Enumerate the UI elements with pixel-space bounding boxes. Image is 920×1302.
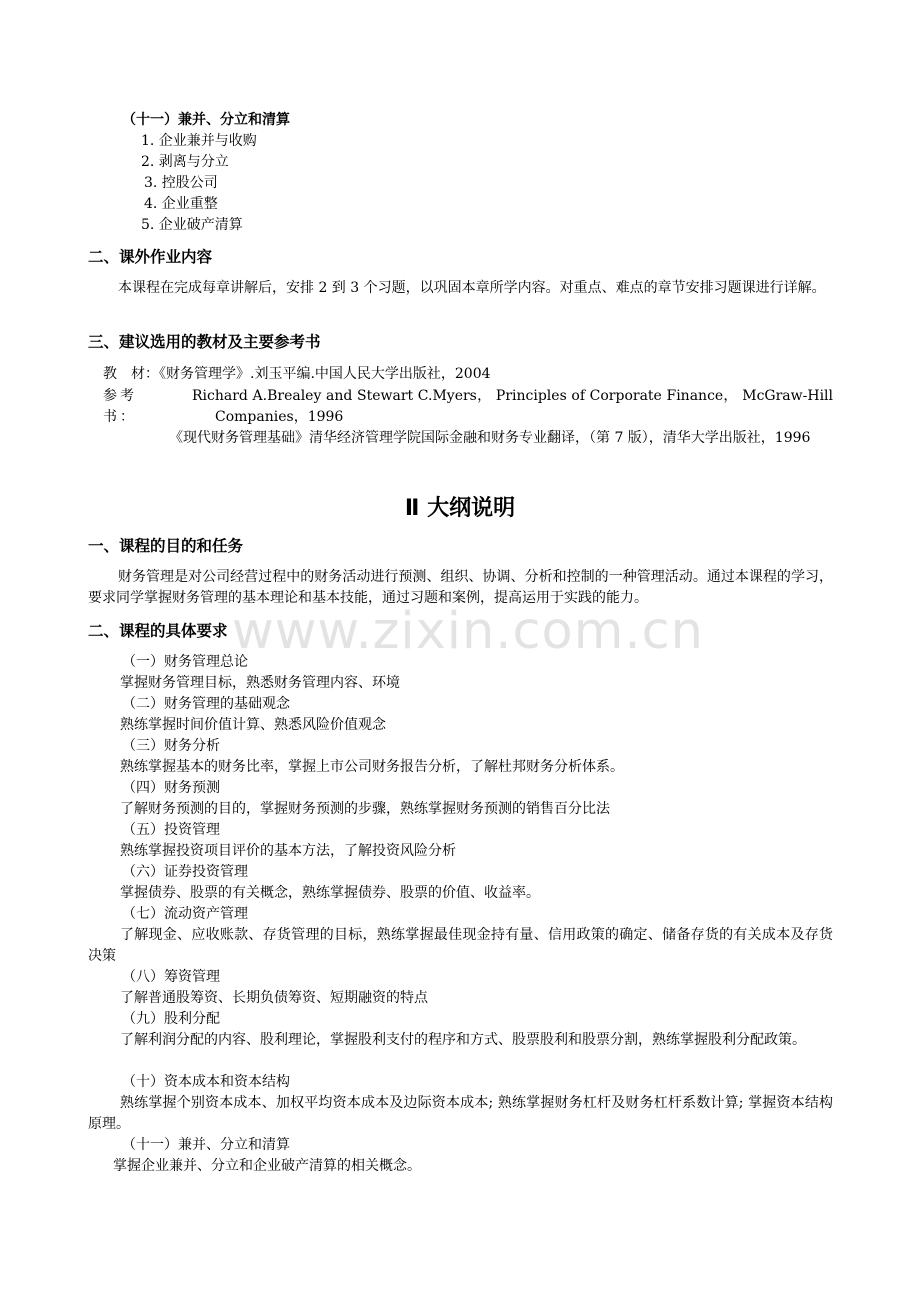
- requirement-desc: 熟练掌握个别资本成本、加权平均资本成本及边际资本成本; 熟练掌握财务杠杆及财务杠杆系数计算; 掌握资本结构原理。: [88, 1095, 833, 1132]
- purpose-text: 财务管理是对公司经营过程中的财务活动进行预测、组织、协调、分析和控制的一种管理活动。通过本课程的学习，要求同学掌握财务管理的基本理论和基本技能，通过习题和案例，提高运用于实践的能力。: [88, 569, 833, 606]
- textbook-value: 《财务管理学》.刘玉平编.中国人民大学出版社，2004: [159, 366, 491, 382]
- watermark: www.zixin.com.cn: [232, 602, 704, 661]
- requirement-title: （九）股利分配: [122, 1011, 220, 1027]
- reference-books: [103, 386, 833, 449]
- list-item: 1. 企业兼并与收购: [141, 133, 257, 149]
- homework-heading: 二、课外作业内容: [88, 248, 213, 266]
- requirement-title: （二）财务管理的基础观念: [122, 696, 290, 712]
- list-item: 4. 企业重整: [144, 196, 218, 212]
- list-item: 5. 企业破产清算: [141, 217, 243, 233]
- requirement-title: （四）财务预测: [122, 780, 220, 796]
- requirement-desc: 掌握企业兼并、分立和企业破产清算的相关概念。: [113, 1158, 421, 1174]
- requirement-title: （八）筹资管理: [122, 969, 220, 985]
- requirement-title: （六）证券投资管理: [122, 864, 248, 880]
- requirement-desc: 了解利润分配的内容、股利理论，掌握股利支付的程序和方式、股票股利和股票分割，熟练掌握股利分配政策。: [120, 1032, 806, 1048]
- requirement-title: （十）资本成本和资本结构: [122, 1074, 290, 1090]
- requirement-title: （三）财务分析: [122, 738, 220, 754]
- requirement-desc: 了解财务预测的目的，掌握财务预测的步骤，熟练掌握财务预测的销售百分比法: [120, 801, 610, 817]
- requirement-desc: 了解现金、应收账款、存货管理的目标，熟练掌握最佳现金持有量、信用政策的确定、储备存货的有关成本及存货决策: [88, 927, 833, 964]
- textbook-line: [103, 364, 491, 384]
- reference-label: 参考书：: [103, 388, 137, 425]
- requirement-desc: 熟练掌握时间价值计算、熟悉风险价值观念: [120, 717, 386, 733]
- homework-text: 本课程在完成每章讲解后，安排 2 到 3 个习题，以巩固本章所学内容。对重点、难点的章节安排习题课进行详解。: [118, 280, 826, 296]
- requirement-title: （一）财务管理总论: [122, 654, 248, 670]
- reference-1: Richard A.Brealey and Stewart C.Myers， Principles of Corporate Finance， McGraw-Hill Companies，1996: [192, 388, 833, 425]
- requirement-title: （十一）兼并、分立和清算: [122, 1137, 290, 1153]
- section-heading-merger: （十一）兼并、分立和清算: [122, 112, 290, 128]
- reference-2: 《现代财务管理基础》清华经济管理学院国际金融和财务专业翻译，（第 7 版），清华大学出版社，1996: [169, 430, 811, 446]
- list-item: 3. 控股公司: [144, 175, 218, 191]
- requirement-title: （七）流动资产管理: [122, 906, 248, 922]
- requirement-desc: 熟练掌握基本的财务比率，掌握上市公司财务报告分析，了解杜邦财务分析体系。: [120, 759, 624, 775]
- page-title: Ⅱ 大纲说明: [404, 496, 516, 521]
- requirement-desc: 了解普通股筹资、长期负债筹资、短期融资的特点: [120, 990, 428, 1006]
- textbooks-heading: 三、建议选用的教材及主要参考书: [88, 333, 321, 351]
- requirement-desc: 熟练掌握投资项目评价的基本方法，了解投资风险分析: [120, 843, 456, 859]
- requirement-desc: 掌握财务管理目标，熟悉财务管理内容、环境: [120, 675, 400, 691]
- requirement-desc: 掌握债券、股票的有关概念，熟练掌握债券、股票的价值、收益率。: [120, 885, 540, 901]
- list-item: 2. 剥离与分立: [141, 154, 229, 170]
- textbook-label: 教 材：: [103, 366, 159, 382]
- requirement-title: （五）投资管理: [122, 822, 220, 838]
- requirements-heading: 二、课程的具体要求: [88, 622, 228, 640]
- purpose-heading: 一、课程的目的和任务: [88, 537, 244, 555]
